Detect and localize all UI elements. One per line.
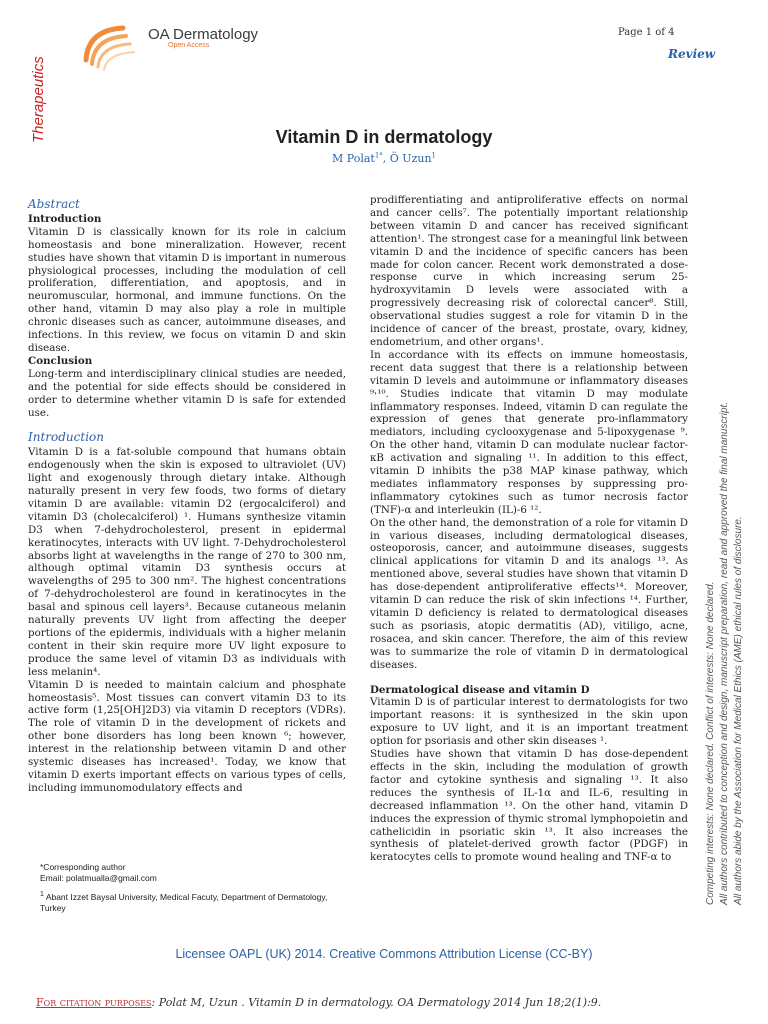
citation-label: For citation purposes [36,996,152,1009]
affiliation [40,892,340,914]
abstract-intro-text: Vitamin D is classically known for its role in calcium homeostasis and bone mineralization. However, recent studies have shown that vitamin D is important in numerous physiological processes, including the modulation of cell proliferation, differentiation, and apoptosis, and in neuromuscular, hormonal, and immune functions. On the other hand, vitamin D may also play a role in multiple chronic diseases such as cancer, autoimmune diseases, and infections. In this review, we focus on vitamin D and skin disease. [28,225,346,354]
introduction-paragraph-2: Vitamin D is needed to maintain calcium and phosphate homeostasis⁵. Most tissues can convert vitamin D3 to its active form (1,25[OH]2D3) via vitamin D receptors (VDRs). The role of vitamin D in the development of rickets and other bone disorders has long been known ⁶; however, interest in the relationship between vitamin D and other systemic diseases has increased¹. Today, we know that vitamin D exerts important effects on various types of cells, including immunomodulatory effects and [28,678,346,794]
right-paragraph-2: In accordance with its effects on immune homeostasis, recent data suggest that there is a relationship between vitamin D levels and autoimmune or inflammatory diseases ⁹˒¹⁰. Studies indicate that vitamin D may modulate inflammatory responses. Indeed, vitamin D can regulate the expression of genes that generate pro-inflammatory mediators, including cyclooxygenase and 5-lipoxygenase ⁹. On the other hand, vitamin D can modulate nuclear factor-κB activation and signaling ¹¹. In addition to this effect, vitamin D inhibits the p38 MAP kinase pathway, which mediates inflammatory responses by suppressing pro-inflammatory cytokines such as tumor necrosis factor (TNF)-α and interleukin (IL)-6 ¹². [370,348,688,516]
right-paragraph-3: On the other hand, the demonstration of a role for vitamin D in various diseases, including dermatological diseases, osteoporosis, cancer, and autoimmune diseases, suggests clinical applications for vitamin D and its analogs ¹³. As mentioned above, several studies have shown that vitamin D has dose-dependent antiproliferative effects¹⁴. Moreover, vitamin D can reduce the risk of skin infections ¹⁴. Further, vitamin D deficiency is related to dermatological diseases such as psoriasis, atopic dermatitis (AD), vitiligo, acne, rosacea, and skin cancer. Therefore, the aim of this review was to summarize the role of vitamin D in dermatological diseases. [370,516,688,671]
license-line: Licensee OAPL (UK) 2014. Creative Commons Attribution License (CC-BY) [175,947,593,961]
competing-interests: Competing interests: None declared. Conflict of interests: None declared. [705,581,716,905]
logo-swirl-icon [78,20,148,80]
article-authors [0,152,768,165]
abstract-intro-heading: Introduction [28,212,102,225]
abstract-conclusion-heading: Conclusion [28,354,93,367]
affiliation-text: Abant Izzet Baysal University, Medical Facuty, Department of Dermatology, Turkey [40,892,328,913]
article-type: Review [668,47,716,61]
footnote [40,862,340,914]
author-separator: , Ö Uzun [382,152,432,165]
author-1-mark: 1* [374,151,383,160]
affiliation-mark: 1 [40,891,44,899]
author-1: M Polat [331,152,375,165]
introduction-heading: Introduction [28,430,104,445]
right-paragraph-1: prodifferentiating and antiproliferative effects on normal and cancer cells⁷. The potentially important relationship between vitamin D and cancer has received significant attention¹. The strongest case for a meaningful link between vitamin D and the incidence of specific cancers has been made for colon cancer. Recent work demonstrated a dose-response curve in which increasing serum 25-hydroxyvitamin D levels were associated with a progressively decreasing risk of colorectal cancer⁸. Still, observational studies suggest a role for vitamin D in the incidence of cancer of the breast, prostate, ovary, kidney, endometrium, and other organs¹. [370,194,688,348]
right-paragraph-4: Vitamin D is of particular interest to dermatologists for two important reasons: it is synthesized in the skin upon exposure to UV light, and it is an important treatment option for psoriasis and other skin diseases ¹. [370,696,688,748]
page-number: Page 1 of 4 [618,27,675,38]
author-contributions: All authors contributed to conception and design, manuscript preparation, read and approved the final manuscript. [719,401,730,905]
abstract-conclusion-text: Long-term and interdisciplinary clinical studies are needed, and the potential for side effects should be considered in order to determine whether vitamin D is safe for extended use. [28,367,346,419]
journal-brand: OA Dermatology [148,26,259,43]
journal-section-label: Therapeutics [30,56,47,143]
citation-line [36,996,601,1009]
left-column [28,198,346,795]
section-heading: Dermatological disease and vitamin D [370,683,590,696]
right-column [370,194,688,864]
abstract-heading: Abstract [28,197,80,211]
journal-brand-sub: Open Access [168,42,210,49]
corresponding-email: Email: polatmualla@gmail.com [40,873,157,883]
article-title: Vitamin D in dermatology [275,127,493,147]
citation-text: : Polat M, Uzun . Vitamin D in dermatology. OA Dermatology 2014 Jun 18;2(1):9. [151,996,602,1009]
introduction-paragraph-1: Vitamin D is a fat-soluble compound that humans obtain endogenously when the skin is exposed to ultraviolet (UV) light and exogenously through dietary intake. Although naturally present in very few foods, two forms of dietary vitamin D are available: vitamin D2 (ergocalciferol) and vitamin D3 (cholecalciferol) ¹. Humans synthesize vitamin D3 when 7-dehydrocholesterol, present in epidermal keratinocytes, interacts with UV light. 7-Dehydrocholesterol absorbs light at wavelengths in the range of 270 to 300 nm, although optimal vitamin D3 synthesis occurs at wavelengths of 295 to 300 nm². The highest concentrations of 7-dehydrocholesterol are found in keratinocytes in the basal and spinous cell layers³. Because cutaneous melanin naturally prevents UV light from affecting the deeper portions of the epidermis, individuals with a higher melanin content in their skin require more UV light exposure to produce the same level of vitamin D3 as individuals with less melanin⁴. [28,446,346,678]
corresponding-author: *Corresponding author [40,862,126,872]
author-2-mark: 1 [431,151,437,160]
right-paragraph-5: Studies have shown that vitamin D has dose-dependent effects in the skin, including the modulation of growth factor and cytokine synthesis and signaling ¹³. It also reduces the synthesis of IL-1α and IL-6, resulting in decreased inflammation ¹³. On the other hand, vitamin D induces the expression of thymic stromal lymphopoietin and cathelicidin in psoriatic skin ¹³. It also increases the synthesis of platelet-derived growth factor (PDGF) in keratocytes cells to promote wound healing and TNF-α to [370,748,688,864]
ethics-statement: All authors abide by the Association for Medical Ethics (AME) ethical rules of disclosure. [733,516,744,905]
